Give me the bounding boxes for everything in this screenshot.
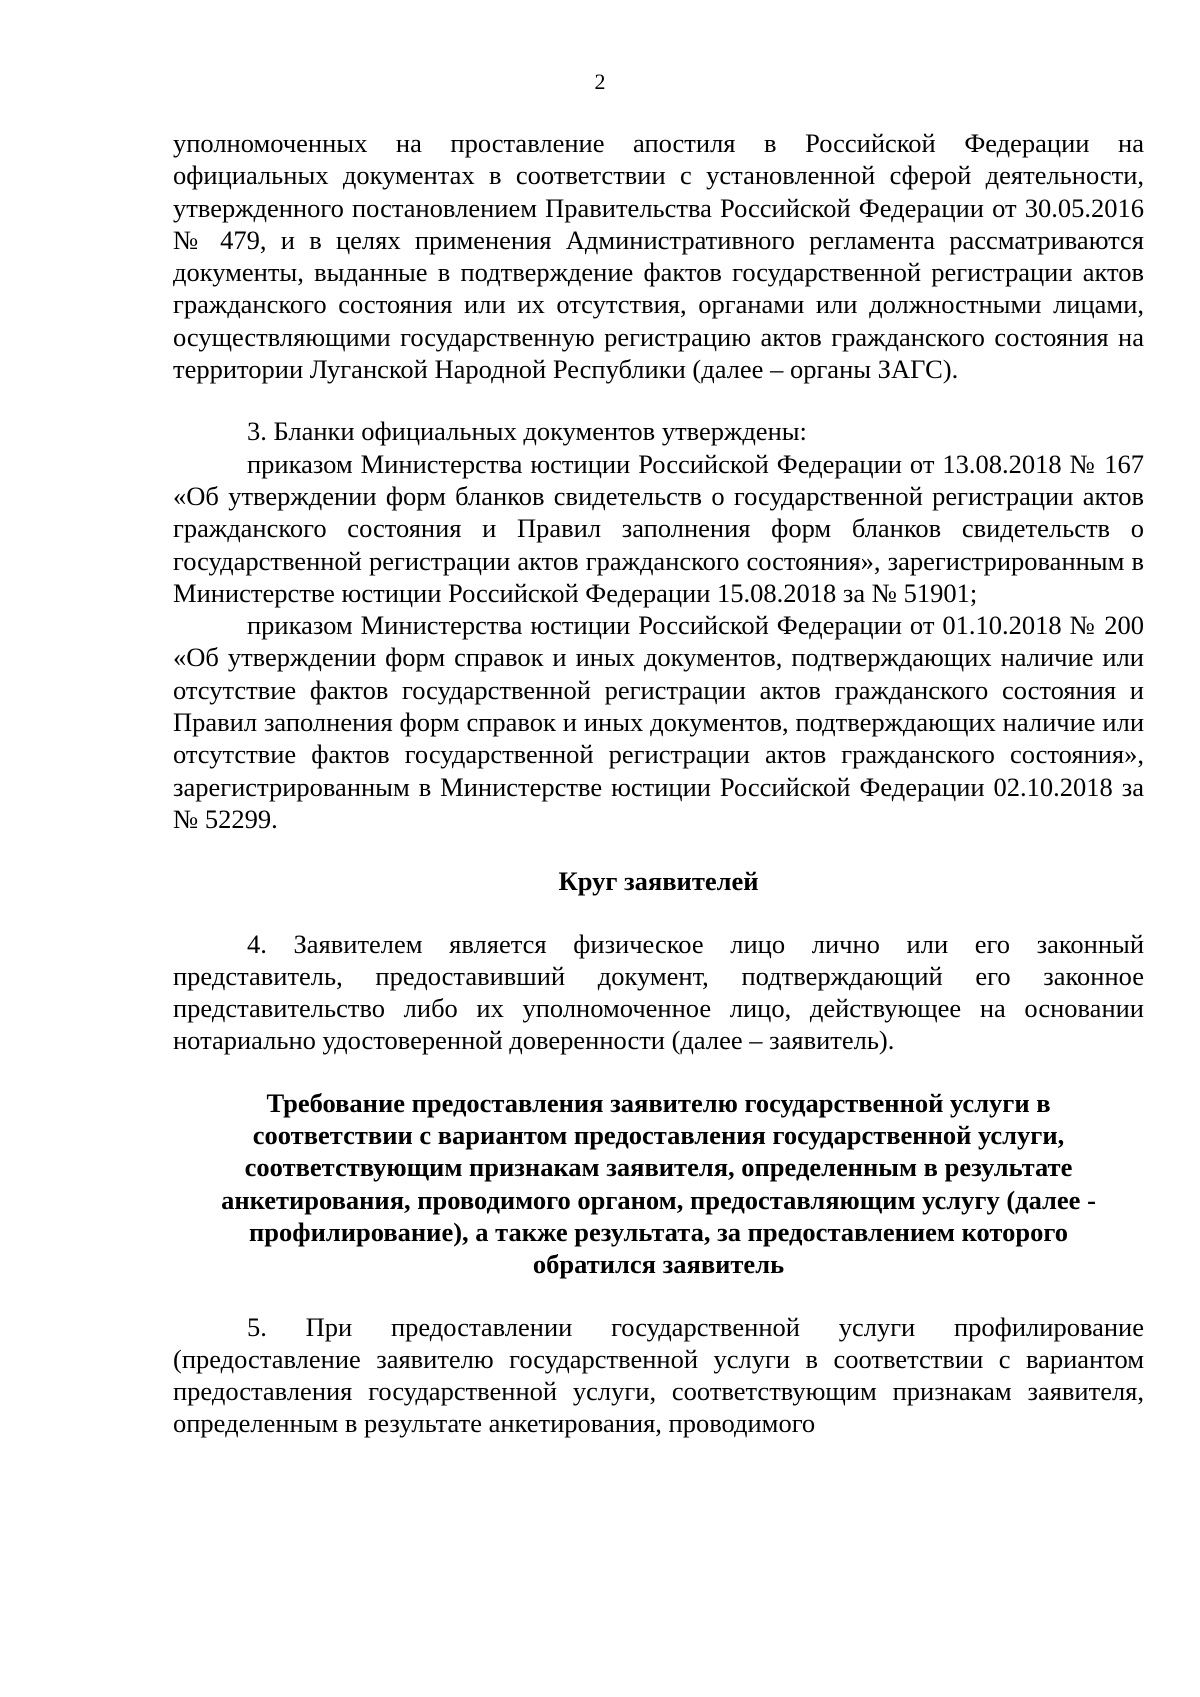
paragraph-4: 4. Заявителем является физическое лицо лично или его законный представитель, предоставивший документ, подтверждающий его законное представительство либо их уполномоченное лицо, действующее на основании нотариально удостоверенной доверенности (далее – заявитель). [173,928,1144,1056]
spacer [173,1057,1144,1087]
page-number: 2 [594,69,606,94]
document-body [173,127,1144,1440]
spacer [173,898,1144,928]
heading-requirement: Требование предоставления заявителю государственной услуги в соответствии с вариантом предоставления государственной услуги, соответствующим признакам заявителя, определенным в результате анкетирования, проводимого органом, предоставляющим услугу (далее - профилирование), а также результата, за предоставлением которого обратился заявитель [221,1087,1096,1280]
spacer [173,1281,1144,1311]
spacer [173,385,1144,415]
spacer [173,835,1144,865]
paragraph-continuation: уполномоченных на проставление апостиля в Российской Федерации на официальных документах в соответствии с установленной сферой деятельности, утвержденного постановлением Правительства Российской Федерации от 30.05.2016 № 479, и в целях применения Административного регламента рассматриваются документы, выданные в подтверждение фактов государственной регистрации актов гражданского состояния или их отсутствия, органами или должностными лицами, осуществляющими государственную регистрацию актов гражданского состояния на территории Луганской Народной Республики (далее – органы ЗАГС). [173,128,1144,385]
paragraph-3-order-167: приказом Министерства юстиции Российской Федерации от 13.08.2018 № 167 «Об утверждении форм бланков свидетельств о государственной регистрации актов гражданского состояния и Правил заполнения форм бланков свидетельств о государственной регистрации актов гражданского состояния», зарегистрированным в Министерстве юстиции Российской Федерации 15.08.2018 за № 51901; [173,448,1144,608]
paragraph-3-intro: 3. Бланки официальных документов утверждены: [247,416,807,447]
paragraph-3-order-200: приказом Министерства юстиции Российской Федерации от 01.10.2018 № 200 «Об утверждении форм справок и иных документов, подтверждающих наличие или отсутствие фактов государственной регистрации актов гражданского состояния и Правил заполнения форм справок и иных документов, подтверждающих наличие или отсутствие фактов государственной регистрации актов гражданского состояния», зарегистрированным в Министерстве юстиции Российской Федерации 02.10.2018 за № 52299. [173,610,1144,834]
paragraph-5: 5. При предоставлении государственной услуги профилирование (предоставление заявителю государственной услуги в соответствии с вариантом предоставления государственной услуги, соответствующим признакам заявителя, определенным в результате анкетирования, проводимого [173,1311,1144,1439]
heading-applicants: Круг заявителей [558,866,759,897]
